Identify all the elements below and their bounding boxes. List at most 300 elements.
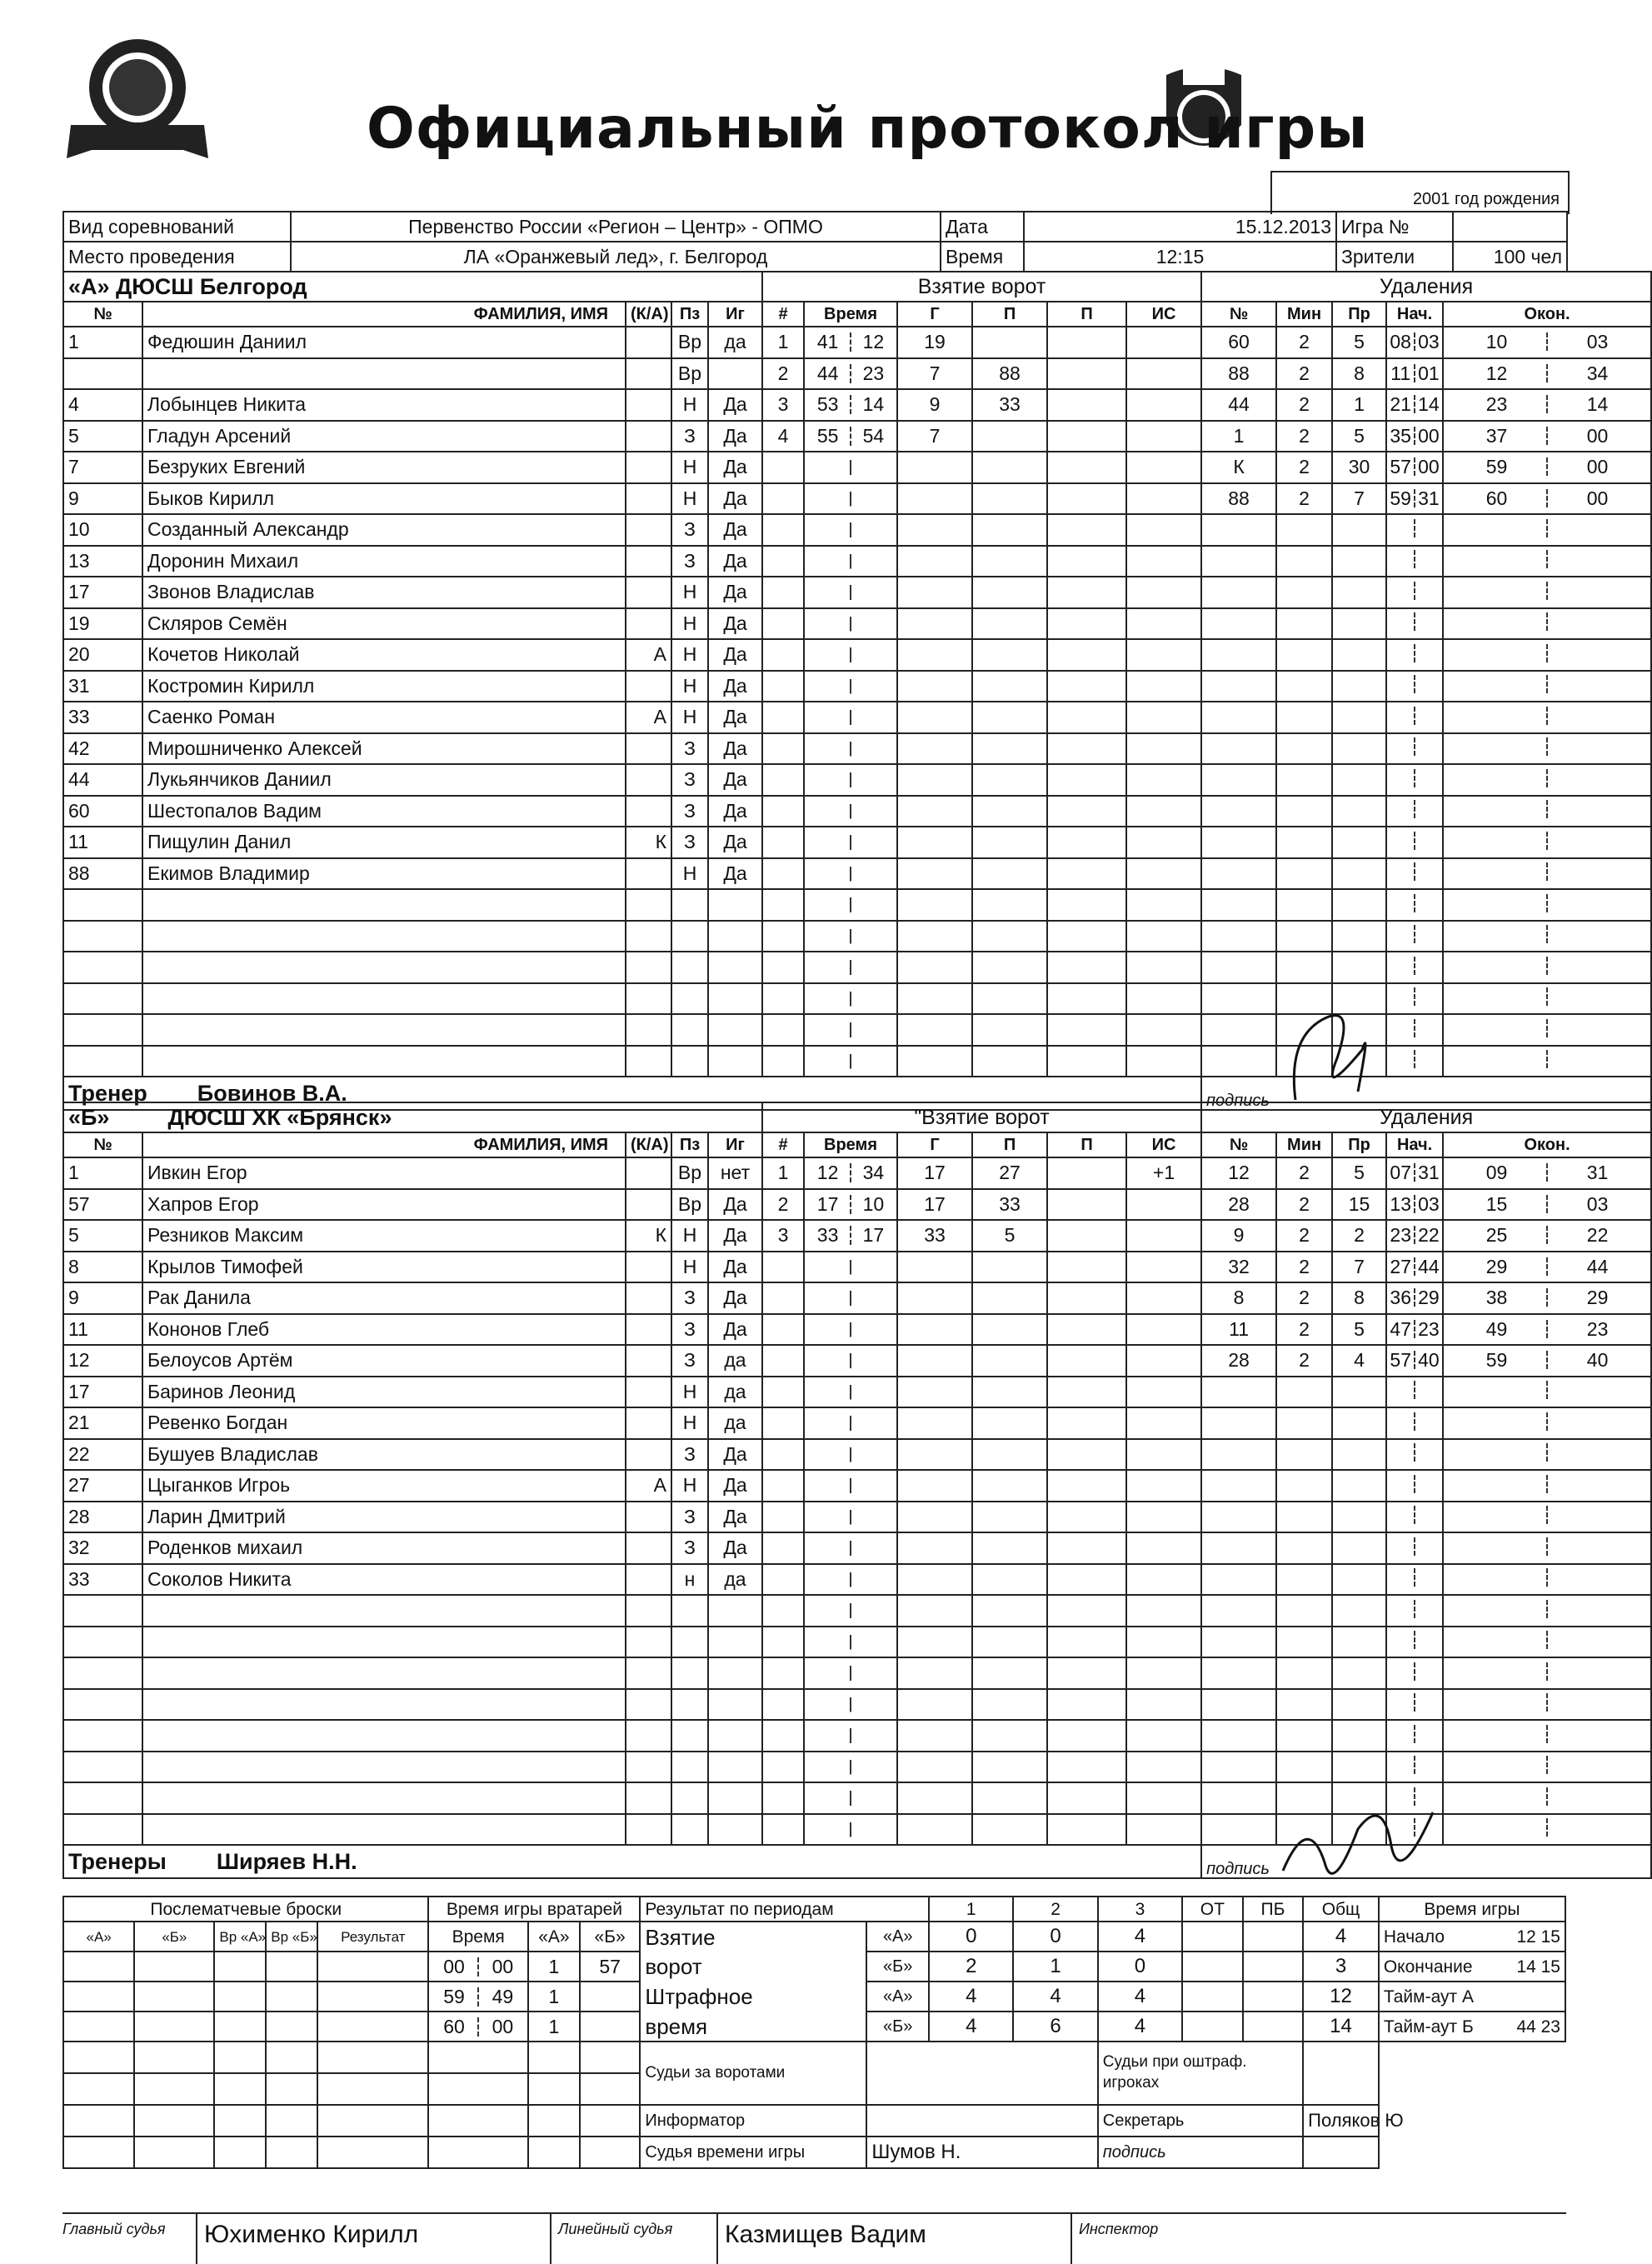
- goal-scorer: [897, 671, 972, 702]
- penalty-player: [1201, 921, 1276, 952]
- goal-number: [762, 608, 804, 640]
- table-row: [63, 389, 1651, 421]
- penalty-end: [1443, 1345, 1651, 1377]
- birth-year-box: [1270, 171, 1570, 214]
- player-name: Белоусов Артём: [142, 1345, 626, 1377]
- goal-strength: [1126, 733, 1201, 765]
- penalty-end-min: [1447, 550, 1548, 568]
- player-role: [626, 889, 671, 921]
- penalty-minutes: [1276, 1564, 1332, 1596]
- penalty-player: [1201, 1502, 1276, 1533]
- table-row: [63, 1532, 1651, 1564]
- penalty-end-min: [1447, 1787, 1548, 1806]
- penalty-player: [1201, 514, 1276, 546]
- penalty-reason: [1332, 796, 1386, 827]
- period-value: 2: [929, 1952, 1013, 1982]
- header-ig: Иг: [708, 302, 762, 327]
- player-role: А: [626, 639, 671, 671]
- goal-scorer: [897, 608, 972, 640]
- player-position: Н: [671, 702, 708, 733]
- goal-time: [804, 1657, 897, 1689]
- table-row: [63, 1014, 1651, 1046]
- goal-time: [804, 764, 897, 796]
- penalty-start-min: [1387, 582, 1415, 600]
- table-row: [63, 733, 1651, 765]
- penalty-player: [1201, 1595, 1276, 1627]
- header-strength: ИС: [1126, 1132, 1201, 1157]
- header-pen-min: Мин: [1276, 302, 1332, 327]
- penalty-end: [1443, 514, 1651, 546]
- header-strength: ИС: [1126, 302, 1201, 327]
- goal-assist-2: [1047, 483, 1126, 515]
- place-label: Место проведения: [63, 242, 291, 272]
- player-name: [142, 1595, 626, 1627]
- penalty-start: [1386, 1689, 1443, 1721]
- goal-strength: [1126, 608, 1201, 640]
- penalty-player: [1201, 733, 1276, 765]
- player-role: [626, 1782, 671, 1814]
- penalty-end: [1443, 546, 1651, 577]
- goal-scorer: [897, 1377, 972, 1408]
- penalty-start-sec: [1415, 894, 1442, 912]
- penalty-start-min: [1387, 1537, 1415, 1556]
- penalty-start-min: 23: [1387, 1226, 1415, 1244]
- penalty-end-sec: [1548, 832, 1647, 850]
- goal-time: [804, 1282, 897, 1314]
- referee-inspector-label: Инспектор: [1079, 2221, 1159, 2237]
- table-row: [63, 327, 1651, 358]
- bottom-section: [62, 1896, 1566, 2248]
- table-row: [63, 1720, 1651, 1752]
- penalty-minutes: 2: [1276, 389, 1332, 421]
- player-played: [708, 1720, 762, 1752]
- penalty-start: [1386, 1720, 1443, 1752]
- penalty-minutes: [1276, 827, 1332, 858]
- goal-time: [804, 702, 897, 733]
- player-role: [626, 1252, 671, 1283]
- player-number: 13: [63, 546, 142, 577]
- player-played: [708, 1752, 762, 1783]
- gk-cell: [580, 2073, 641, 2105]
- header-assist-2: П: [1047, 1132, 1126, 1157]
- player-position: [671, 1046, 708, 1077]
- player-position: н: [671, 1564, 708, 1596]
- penalty-reason: [1332, 952, 1386, 983]
- penalty-start-min: [1387, 1662, 1415, 1681]
- table-row: [63, 952, 1651, 983]
- date-value: 15.12.2013: [1024, 212, 1336, 242]
- penalty-minutes: [1276, 764, 1332, 796]
- goal-scorer: [897, 514, 972, 546]
- penalty-end: [1443, 1220, 1651, 1252]
- goal-scorer: [897, 1470, 972, 1502]
- penalty-start: [1386, 1282, 1443, 1314]
- player-role: [626, 952, 671, 983]
- penalty-end-min: 10: [1447, 332, 1548, 351]
- player-name: Кононов Глеб: [142, 1314, 626, 1346]
- player-number: 9: [63, 483, 142, 515]
- goal-assist-2: [1047, 577, 1126, 608]
- penalty-end: [1443, 1782, 1651, 1814]
- penalty-reason: [1332, 702, 1386, 733]
- goal-assist-1: [972, 858, 1047, 890]
- penalty-start-min: [1387, 1631, 1415, 1649]
- goal-assist-2: [1047, 796, 1126, 827]
- penalty-start-min: [1387, 1050, 1415, 1068]
- team-b-signature: [1275, 1796, 1441, 1908]
- table-row: [63, 1595, 1651, 1627]
- penalty-start-min: 13: [1387, 1195, 1415, 1213]
- player-number: [63, 889, 142, 921]
- period-value: 4: [1303, 1922, 1379, 1952]
- table-row: [63, 483, 1651, 515]
- goal-strength: [1126, 546, 1201, 577]
- goal-scorer: [897, 452, 972, 483]
- penalty-end-sec: [1548, 1475, 1647, 1493]
- time-value: 12:15: [1024, 242, 1336, 272]
- player-position: З: [671, 546, 708, 577]
- goal-assist-1: [972, 608, 1047, 640]
- penalty-end-sec: 00: [1586, 424, 1609, 447]
- player-position: [671, 1689, 708, 1721]
- player-name: Скляров Семён: [142, 608, 626, 640]
- penalty-start: [1386, 1752, 1443, 1783]
- player-role: [626, 1627, 671, 1658]
- goal-scorer: [897, 1014, 972, 1046]
- player-played: Да: [708, 1470, 762, 1502]
- penalty-start: [1386, 1220, 1443, 1252]
- penalty-end-min: [1447, 707, 1548, 725]
- goal-assist-1: [972, 796, 1047, 827]
- goal-assist-1: [972, 1345, 1047, 1377]
- goal-assist-1: [972, 733, 1047, 765]
- penalty-start-min: [1387, 1725, 1415, 1743]
- penalty-start-min: [1387, 1475, 1415, 1493]
- penalty-player: 1: [1201, 421, 1276, 452]
- player-name: Саенко Роман: [142, 702, 626, 733]
- player-role: [626, 983, 671, 1015]
- penalty-minutes: [1276, 1595, 1332, 1627]
- penalty-start: [1386, 889, 1443, 921]
- penalty-player: [1201, 1627, 1276, 1658]
- penalty-start-min: [1387, 957, 1415, 975]
- penalty-start-sec: 00: [1418, 424, 1440, 447]
- goal-strength: [1126, 389, 1201, 421]
- goal-scorer: [897, 1564, 972, 1596]
- goal-scorer: [897, 1657, 972, 1689]
- penalty-start-sec: 00: [1418, 456, 1440, 478]
- penalty-start-min: [1387, 800, 1415, 818]
- goal-scorer: [897, 483, 972, 515]
- shootout-cell: [134, 2042, 214, 2073]
- penalty-end-sec: [1548, 894, 1647, 912]
- goals-title: Взятие ворот: [762, 272, 1201, 302]
- goal-scorer: 17: [897, 1157, 972, 1189]
- header-no: №: [63, 1132, 142, 1157]
- player-number: [63, 358, 142, 390]
- goal-assist-2: [1047, 1782, 1126, 1814]
- goal-assist-1: [972, 1014, 1047, 1046]
- table-row: [63, 1220, 1651, 1252]
- period-value: [1243, 1922, 1304, 1952]
- player-number: 1: [63, 327, 142, 358]
- goal-assist-1: [972, 1752, 1047, 1783]
- penalty-end-sec: 44: [1586, 1255, 1609, 1277]
- player-number: 8: [63, 1252, 142, 1283]
- game-number-label: Игра №: [1336, 212, 1453, 242]
- penalty-start: [1386, 983, 1443, 1015]
- table-row: [63, 702, 1651, 733]
- player-position: З: [671, 1282, 708, 1314]
- player-number: 42: [63, 733, 142, 765]
- penalty-end-sec: 29: [1586, 1287, 1609, 1309]
- goal-time: [804, 827, 897, 858]
- penalty-end: [1443, 1657, 1651, 1689]
- goal-number: 1: [762, 1157, 804, 1189]
- penalty-end-sec: [1548, 644, 1647, 662]
- player-number: 1: [63, 1157, 142, 1189]
- player-role: [626, 514, 671, 546]
- goal-time: [804, 483, 897, 515]
- shootout-title: Послематчевые броски: [63, 1897, 428, 1922]
- penalty-minutes: [1276, 1407, 1332, 1439]
- goal-strength: [1126, 452, 1201, 483]
- gk-team-a: 1: [528, 2012, 580, 2042]
- goal-strength: [1126, 327, 1201, 358]
- penalty-start: [1386, 827, 1443, 858]
- goal-assist-2: [1047, 1814, 1126, 1846]
- penalty-reason: [1332, 1720, 1386, 1752]
- player-role: [626, 764, 671, 796]
- goal-scorer: [897, 952, 972, 983]
- penalty-end: [1443, 358, 1651, 390]
- penalty-end-min: [1447, 1019, 1548, 1037]
- goal-assist-1: [972, 889, 1047, 921]
- goal-number: 2: [762, 1189, 804, 1221]
- game-time-cell: [1379, 1922, 1565, 1952]
- goal-assist-2: [1047, 952, 1126, 983]
- header-pen-end: Окон.: [1443, 1132, 1651, 1157]
- player-number: 33: [63, 702, 142, 733]
- goal-scorer: [897, 1314, 972, 1346]
- goal-time: [804, 514, 897, 546]
- goal-time: [804, 1752, 897, 1783]
- player-number: 19: [63, 608, 142, 640]
- penalty-end-sec: [1548, 1600, 1647, 1618]
- shootout-cell: [63, 1952, 134, 1982]
- gk-team-a: 1: [528, 1952, 580, 1982]
- penalty-end-min: [1447, 800, 1548, 818]
- penalty-end-sec: 34: [1586, 362, 1609, 384]
- game-time-value: 44 23: [1516, 2017, 1560, 2037]
- penalty-start: [1386, 1157, 1443, 1189]
- team-name: ДЮСШ ХК «Брянск»: [167, 1104, 392, 1130]
- penalty-end-sec: [1548, 1662, 1647, 1681]
- official-label: Секретарь: [1098, 2105, 1303, 2137]
- penalty-end-min: [1447, 1050, 1548, 1068]
- goal-scorer: [897, 702, 972, 733]
- goal-time: [804, 1720, 897, 1752]
- goal-assist-2: [1047, 1595, 1126, 1627]
- penalty-end-sec: 40: [1586, 1349, 1609, 1372]
- goal-time: [804, 389, 897, 421]
- penalty-end: [1443, 796, 1651, 827]
- player-played: Да: [708, 702, 762, 733]
- goal-scorer: [897, 1252, 972, 1283]
- penalty-reason: [1332, 514, 1386, 546]
- period-value: 4: [1013, 1982, 1097, 2012]
- goal-scorer: 9: [897, 389, 972, 421]
- period-header-total: Общ: [1303, 1897, 1379, 1922]
- penalty-end: [1443, 1014, 1651, 1046]
- penalty-player: [1201, 858, 1276, 890]
- player-position: [671, 1814, 708, 1846]
- penalty-end-min: 38: [1447, 1288, 1548, 1307]
- penalty-end-sec: [1548, 800, 1647, 818]
- table-row: [63, 608, 1651, 640]
- header-pen-end: Окон.: [1443, 302, 1651, 327]
- penalty-start-min: [1387, 769, 1415, 787]
- penalty-player: [1201, 796, 1276, 827]
- game-time-title: Время игры: [1379, 1897, 1565, 1922]
- player-position: [671, 1595, 708, 1627]
- penalty-reason: 15: [1332, 1189, 1386, 1221]
- player-role: [626, 796, 671, 827]
- goal-scorer: [897, 796, 972, 827]
- penalty-player: [1201, 1689, 1276, 1721]
- shootout-cell: [317, 2105, 428, 2137]
- penalty-minutes: 2: [1276, 1157, 1332, 1189]
- player-played: Да: [708, 858, 762, 890]
- penalty-start-sec: 22: [1418, 1224, 1440, 1247]
- player-role: [626, 1657, 671, 1689]
- goal-assist-2: [1047, 1252, 1126, 1283]
- player-name: Созданный Александр: [142, 514, 626, 546]
- goal-assist-2: [1047, 1220, 1126, 1252]
- penalty-reason: 4: [1332, 1345, 1386, 1377]
- shootout-cell: [317, 2073, 428, 2105]
- goal-second: 34: [862, 1162, 885, 1184]
- goal-strength: [1126, 889, 1201, 921]
- goal-strength: [1126, 358, 1201, 390]
- player-position: [671, 1720, 708, 1752]
- goal-time: [804, 1532, 897, 1564]
- player-position: Н: [671, 1220, 708, 1252]
- player-number: 17: [63, 1377, 142, 1408]
- period-value: [1243, 1982, 1304, 2012]
- player-position: [671, 983, 708, 1015]
- penalty-end-sec: 14: [1586, 393, 1609, 416]
- penalty-end-sec: [1548, 925, 1647, 943]
- period-header-p1: 1: [929, 1897, 1013, 1922]
- goal-minute: 12: [806, 1163, 851, 1182]
- penalty-start-sec: [1415, 957, 1442, 975]
- penalty-minutes: [1276, 858, 1332, 890]
- penalty-minutes: 2: [1276, 1252, 1332, 1283]
- penalty-start-sec: [1415, 1631, 1442, 1649]
- penalty-end-min: [1447, 1537, 1548, 1556]
- table-row: [63, 1314, 1651, 1346]
- goal-strength: [1126, 1657, 1201, 1689]
- goal-number: [762, 639, 804, 671]
- player-name: Баринов Леонид: [142, 1377, 626, 1408]
- penalty-reason: 7: [1332, 483, 1386, 515]
- goal-time: [804, 546, 897, 577]
- goal-time: [804, 1157, 897, 1189]
- penalty-end-min: [1447, 1568, 1548, 1587]
- penalty-start: [1386, 1564, 1443, 1596]
- penalty-start: [1386, 921, 1443, 952]
- gk-team-b: [580, 2012, 641, 2042]
- goal-number: 3: [762, 389, 804, 421]
- goal-number: [762, 1502, 804, 1533]
- coach-label: Тренер: [68, 1080, 147, 1106]
- player-number: 11: [63, 1314, 142, 1346]
- goal-scorer: [897, 921, 972, 952]
- player-number: [63, 1782, 142, 1814]
- penalty-start-min: [1387, 862, 1415, 881]
- penalty-minutes: [1276, 608, 1332, 640]
- penalty-start-sec: 40: [1418, 1349, 1440, 1372]
- goal-assist-1: [972, 1282, 1047, 1314]
- official-label: Судьи при оштраф. игроках: [1098, 2042, 1303, 2105]
- penalty-start-min: 35: [1387, 427, 1415, 445]
- player-role: [626, 358, 671, 390]
- penalty-end-sec: [1548, 957, 1647, 975]
- goal-scorer: [897, 1595, 972, 1627]
- player-number: 88: [63, 858, 142, 890]
- goal-assist-2: [1047, 514, 1126, 546]
- player-played: да: [708, 1407, 762, 1439]
- goal-assist-1: 27: [972, 1157, 1047, 1189]
- penalty-end-sec: [1548, 1537, 1647, 1556]
- gk-cell: [580, 2137, 641, 2168]
- goal-time: [804, 1439, 897, 1471]
- goal-assist-1: [972, 1502, 1047, 1533]
- player-number: [63, 921, 142, 952]
- penalty-end-sec: [1548, 1725, 1647, 1743]
- goal-time: [804, 671, 897, 702]
- player-number: [63, 1046, 142, 1077]
- penalty-end-sec: [1548, 1756, 1647, 1774]
- penalty-player: 11: [1201, 1314, 1276, 1346]
- table-row: [63, 1657, 1651, 1689]
- goal-assist-2: [1047, 889, 1126, 921]
- goal-strength: [1126, 1814, 1201, 1846]
- penalty-start: [1386, 577, 1443, 608]
- penalty-player: [1201, 1014, 1276, 1046]
- penalty-reason: [1332, 733, 1386, 765]
- goal-assist-2: [1047, 764, 1126, 796]
- goal-time: [804, 1689, 897, 1721]
- penalty-start: [1386, 702, 1443, 733]
- penalty-reason: 8: [1332, 358, 1386, 390]
- player-position: [671, 1627, 708, 1658]
- penalty-end-min: 29: [1447, 1257, 1548, 1276]
- table-row: [63, 1470, 1651, 1502]
- player-position: [671, 1657, 708, 1689]
- player-played: да: [708, 327, 762, 358]
- goal-number: [762, 1470, 804, 1502]
- penalty-reason: 5: [1332, 327, 1386, 358]
- player-name: [142, 1627, 626, 1658]
- player-position: Н: [671, 577, 708, 608]
- shootout-cell: [317, 1982, 428, 2012]
- penalty-end: [1443, 452, 1651, 483]
- penalty-start: [1386, 452, 1443, 483]
- player-position: З: [671, 796, 708, 827]
- penalty-start-min: [1387, 644, 1415, 662]
